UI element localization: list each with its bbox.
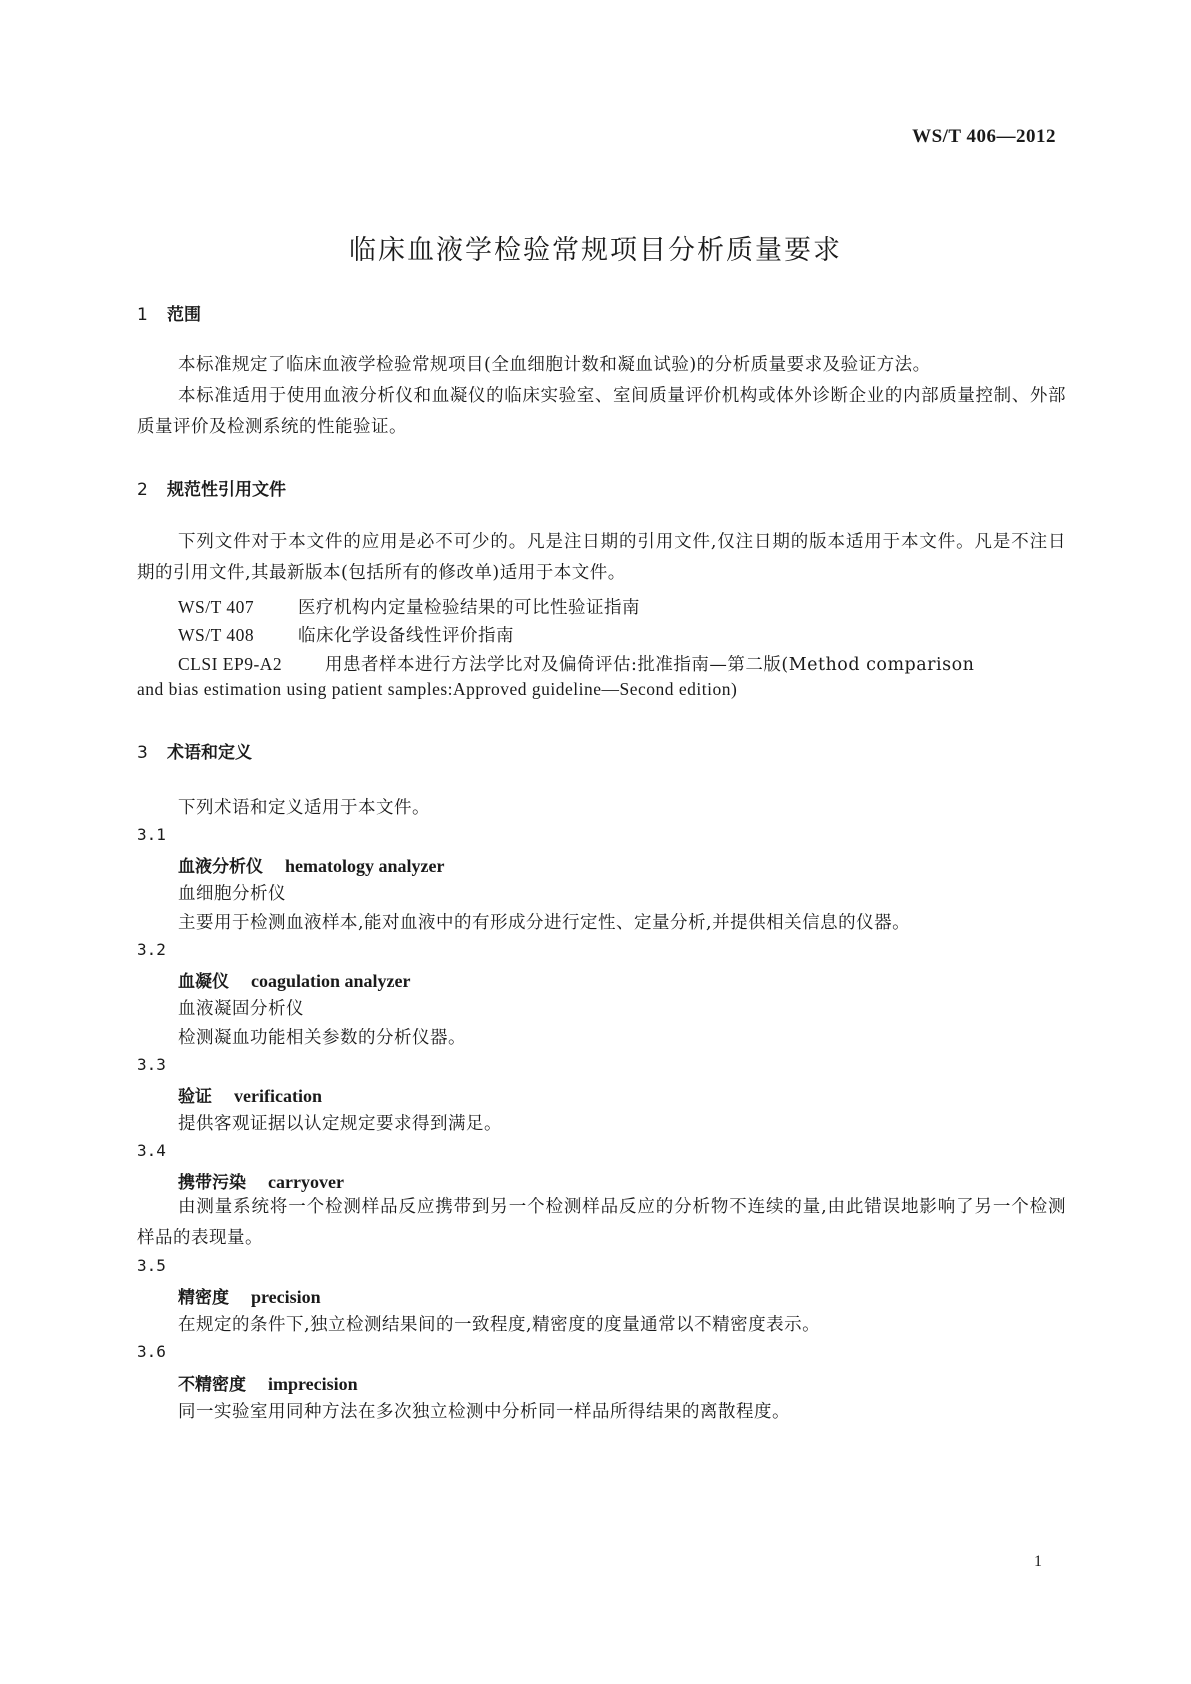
term-cn: 验证 [178,1087,212,1107]
reference-title: 医疗机构内定量检验结果的可比性验证指南 [298,598,640,618]
term-heading [178,852,444,877]
term-alternative: 血液凝固分析仪 [178,999,304,1019]
term-cn: 不精密度 [178,1375,246,1395]
term-heading [178,967,411,992]
reference-code: CLSI EP9-A2 [178,654,283,674]
section-number: 1 [137,305,148,325]
term-number: 3.2 [137,940,166,959]
reference-code: WS/T 408 [178,625,255,645]
term-alternative: 血细胞分析仪 [178,884,286,904]
term-heading [178,1370,358,1395]
section-title: 规范性引用文件 [167,480,286,500]
reference-item [178,594,640,619]
term-number: 3.6 [137,1342,166,1361]
reference-title: 用患者样本进行方法学比对及偏倚评估:批准指南—第二版(Method comparison [325,655,975,675]
term-definition: 提供客观证据以认定规定要求得到满足。 [178,1114,502,1134]
term-cn: 携带污染 [178,1173,246,1193]
section-title: 范围 [167,305,201,325]
scope-paragraph-1: 本标准规定了临床血液学检验常规项目(全血细胞计数和凝血试验)的分析质量要求及验证方法。 [178,355,931,375]
term-en: coagulation analyzer [251,971,411,991]
scope-paragraph-2: 本标准适用于使用血液分析仪和血凝仪的临床实验室、室间质量评价机构或体外诊断企业的内部质量控制、外部质量评价及检测系统的性能验证。 [137,386,1066,437]
term-en: hematology analyzer [285,856,445,876]
term-en: carryover [268,1172,344,1192]
section-number: 3 [137,743,148,763]
document-title: 临床血液学检验常规项目分析质量要求 [349,235,842,266]
reference-item [178,651,974,676]
term-definition: 检测凝血功能相关参数的分析仪器。 [178,1028,466,1048]
term-number: 3.1 [137,825,166,844]
page-number: 1 [1034,1553,1042,1570]
references-intro: 下列文件对于本文件的应用是必不可少的。凡是注日期的引用文件,仅注日期的版本适用于本文件。凡是不注日期的引用文件,其最新版本(包括所有的修改单)适用于本文件。 [137,532,1066,583]
section-2-heading [137,475,286,500]
term-en: precision [251,1287,321,1307]
term-definition: 在规定的条件下,独立检测结果间的一致程度,精密度的度量通常以不精密度表示。 [178,1315,821,1335]
section-3-heading [137,738,252,763]
reference-title: 临床化学设备线性评价指南 [298,626,514,646]
reference-item [178,622,514,647]
term-cn: 精密度 [178,1288,229,1308]
term-heading [178,1168,344,1193]
section-number: 2 [137,480,148,500]
reference-code: WS/T 407 [178,597,255,617]
term-en: imprecision [268,1374,358,1394]
terms-intro: 下列术语和定义适用于本文件。 [178,798,430,818]
term-definition: 同一实验室用同种方法在多次独立检测中分析同一样品所得结果的离散程度。 [178,1402,790,1422]
term-en: verification [234,1086,322,1106]
section-1-heading [137,300,201,325]
term-cn: 血凝仪 [178,972,229,992]
term-number: 3.4 [137,1141,166,1160]
term-cn: 血液分析仪 [178,857,263,877]
term-definition: 由测量系统将一个检测样品反应携带到另一个检测样品反应的分析物不连续的量,由此错误地影响了另一个检测样品的表现量。 [137,1197,1066,1248]
term-heading [178,1082,322,1107]
term-heading [178,1283,321,1308]
term-number: 3.3 [137,1055,166,1074]
standard-code: WS/T 406—2012 [912,126,1056,147]
reference-title-continued: and bias estimation using patient samples:Approved guideline—Second edition) [137,679,738,699]
term-number: 3.5 [137,1256,166,1275]
term-definition: 主要用于检测血液样本,能对血液中的有形成分进行定性、定量分析,并提供相关信息的仪器。 [178,913,911,933]
section-title: 术语和定义 [167,743,252,763]
